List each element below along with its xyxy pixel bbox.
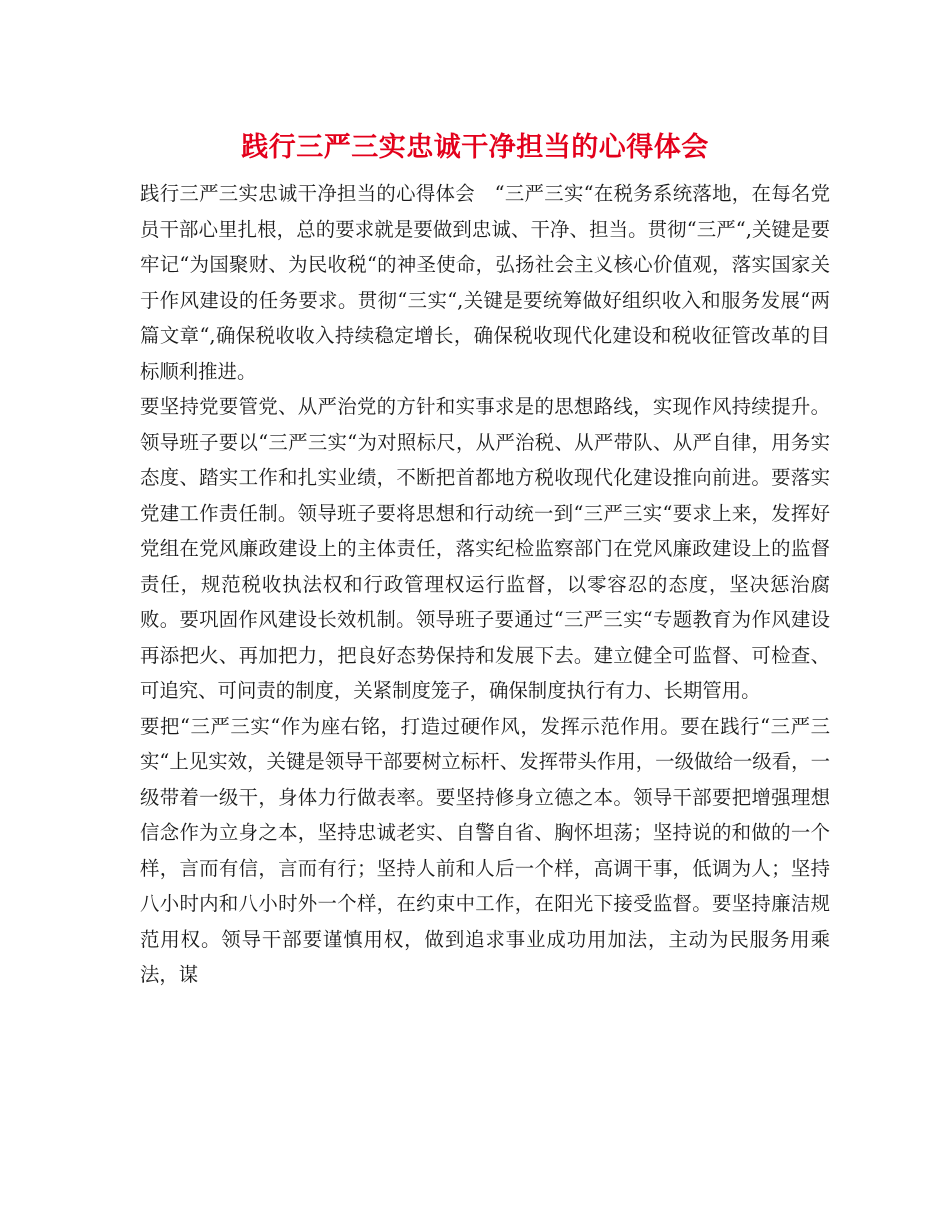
paragraph: 要把“三严三实“作为座右铭，打造过硬作风，发挥示范作用。要在践行“三严三实“上见实效，关键是领导干部要树立标杆、发挥带头作用，一级做给一级看，一级带着一级干，身体力行做表率。要坚持修身立德之本。领导干部要把增强理想信念作为立身之本，坚持忠诚老实、自警自省、胸怀坦荡；坚持说的和做的一个样，言而有信，言而有行；坚持人前和人后一个样，高调干事，低调为人；坚持八小时内和八小时外一个样，在约束中工作，在阳光下接受监督。要坚持廉洁规范用权。领导干部要谨慎用权，做到追求事业成功用加法，主动为民服务用乘法，谋: [140, 714, 830, 986]
document-title: 践行三严三实忠诚干净担当的心得体会: [241, 132, 709, 163]
paragraph: 践行三严三实忠诚干净担当的心得体会 “三严三实“在税务系统落地，在每名党员干部心里扎根，总的要求就是要做到忠诚、干净、担当。贯彻“三严“,关键是要牢记“为国聚财、为民收税“的神圣使命，弘扬社会主义核心价值观，落实国家关于作风建设的任务要求。贯彻“三实“,关键是要统筹做好组织收入和服务发展“两篇文章“,确保税收收入持续稳定增长，确保税收现代化建设和税收征管改革的目标顺利推进。: [140, 182, 830, 383]
document-body: [140, 176, 830, 993]
paragraph: 要坚持党要管党、从严治党的方针和实事求是的思想路线，实现作风持续提升。领导班子要以“三严三实“为对照标尺，从严治税、从严带队、从严自律，用务实态度、踏实工作和扎实业绩，不断把首都地方税收现代化建设推向前进。要落实党建工作责任制。领导班子要将思想和行动统一到“三严三实“要求上来，发挥好党组在党风廉政建设上的主体责任，落实纪检监察部门在党风廉政建设上的监督责任，规范税收执法权和行政管理权运行监督，以零容忍的态度，坚决惩治腐败。要巩固作风建设长效机制。领导班子要通过“三严三实“专题教育为作风建设再添把火、再加把力，把良好态势保持和发展下去。建立健全可监督、可检查、可追究、可问责的制度，关紧制度笼子，确保制度执行有力、长期管用。: [140, 395, 830, 702]
